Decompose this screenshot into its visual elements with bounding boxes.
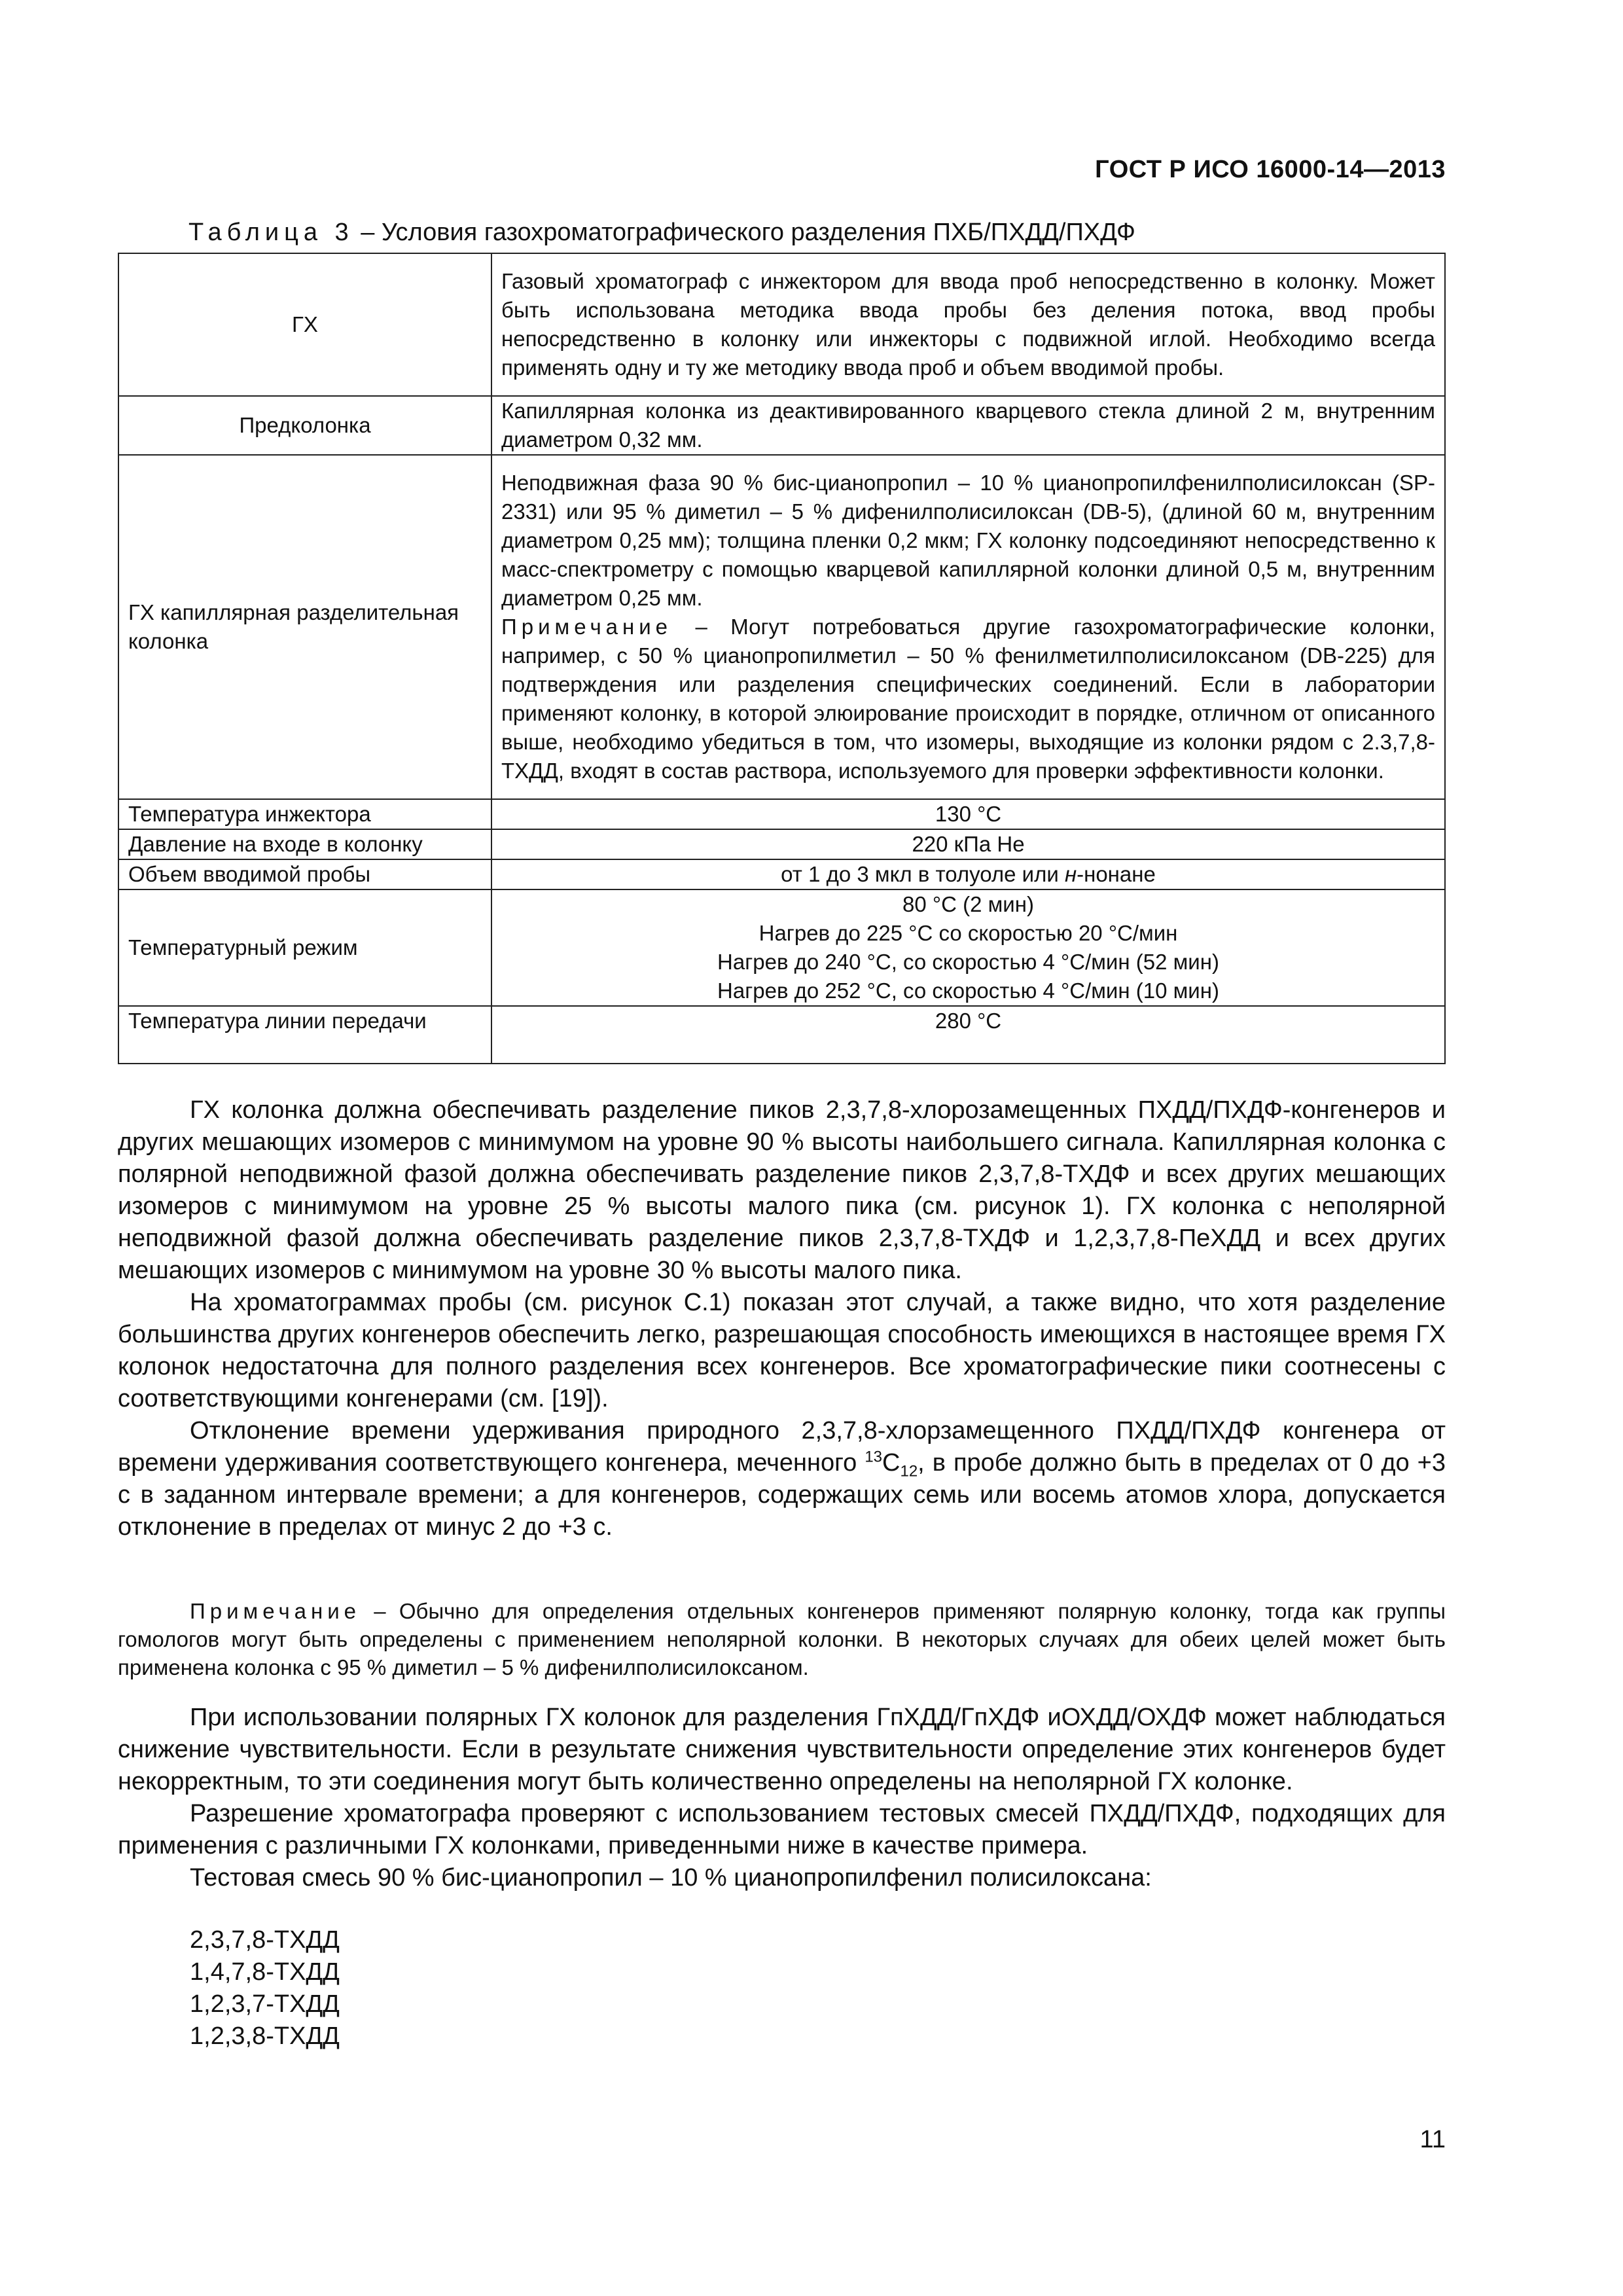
value-cell: Газовый хроматограф с инжектором для ввода проб непосредственно в колонку. Может быть использована методика ввода пробы без деления потока, ввод пробы непосредственно в колонку или инжекторы с подвижной иглой. Необходимо всегда применять одну и ту же методику ввода проб и объем вводимой пробы. [491,253,1445,396]
gc-conditions-table [118,253,1446,1064]
list-item: 1,4,7,8-ТХДД [190,1958,340,1986]
table-row [118,253,1445,396]
column-note [501,613,1435,785]
table-caption [188,219,1135,247]
table-row [118,889,1445,1006]
table-caption-text: – Условия газохроматографического разделения ПХБ/ПХДД/ПХДФ [353,219,1135,246]
temp-program-line: Нагрев до 225 °С со скоростью 20 °С/мин [758,921,1178,945]
paragraph: При использовании полярных ГХ колонок для разделения ГпХДД/ГпХДФ иОХДД/ОХДФ может наблюдаться снижение чувствительности. Если в результате снижения чувствительности определение этих конгенеров будет некорректным, то эти соединения могут быть количественно определены на неполярной ГХ колонке. [118,1704,1446,1795]
isotope-subscript: 12 [900,1462,918,1480]
param-cell: ГХ [118,253,491,396]
note-paragraph [118,1597,1446,1681]
paragraph: ГХ колонка должна обеспечивать разделение пиков 2,3,7,8-хлорозамещенных ПХДД/ПХДФ-конгенеров и других мешающих изомеров с минимумом на уровне 90 % высоты наибольшего сигнала. Капиллярная колонка с полярной неподвижной фазой должна обеспечивать разделение пиков 2,3,7,8-ТХДФ и всех других мешающих изомеров с минимумом на уровне 25 % высоты малого пика (см. рисунок 1). ГХ колонка с неполярной неподвижной фазой должна обеспечивать разделение пиков 2,3,7,8-ТХДФ и 1,2,3,7,8-ПеХДД и всех других мешающих изомеров с минимумом на уровне 30 % высоты малого пика. [118,1096,1446,1284]
value-cell [491,889,1445,1006]
param-cell: Температура инжектора [118,799,491,829]
table-caption-label: Таблица 3 [188,219,354,246]
note-label: Примечание [501,615,673,639]
temp-program-line: 80 °С (2 мин) [902,892,1034,916]
list-item: 1,2,3,7-ТХДД [190,1990,340,2018]
note-text: – Могут потребоваться другие газохроматографические колонки, например, с 50 % цианопропилметил – 50 % фенилметилполисилоксаном (DB-225) для подтверждения или разделения специфических соединений. Если в лаборатории применяют колонку, в которой элюирование происходит в порядке, отличном от описанного выше, необходимо убедиться в том, что изомеры, выходящие из колонки рядом с 2.3,7,8-ТХДД, входят в состав раствора, используемого для проверки эффективности колонки. [501,615,1435,783]
value-part-italic: н [1064,862,1077,886]
value-cell: 280 °С [491,1006,1445,1064]
paragraph-part: , в пробе должно быть в пределах от 0 до +3 с в заданном интервале времени; а для конгенеров, содержащих семь или восемь атомов хлора, допускается отклонение в пределах от минус 2 до +3 с. [118,1449,1446,1541]
paragraph: Тестовая смесь 90 % бис-цианопропил – 10 % цианопропилфенил полисилоксана: [190,1864,1152,1892]
temp-program-line: Нагрев до 240 °С, со скоростью 4 °С/мин (52 мин) [717,950,1219,974]
value-cell [491,455,1445,799]
value-cell: 220 кПа Не [491,829,1445,859]
page-number: 11 [1419,2126,1446,2153]
value-cell: 130 °С [491,799,1445,829]
value-part: от 1 до 3 мкл в толуоле или [781,862,1065,886]
temp-program-line: Нагрев до 252 °С, со скоростью 4 °С/мин (10 мин) [717,978,1219,1003]
paragraph-part: С [882,1449,901,1477]
param-cell: ГХ капиллярная разделительная колонка [118,455,491,799]
table-row [118,396,1445,455]
table-row [118,859,1445,889]
paragraph [118,1415,1446,1543]
body-section-2 [118,1702,1446,1894]
paragraph: Разрешение хроматографа проверяют с использованием тестовых смесей ПХДД/ПХДФ, подходящих для применения с различными ГХ колонками, приведенными ниже в качестве примера. [118,1800,1446,1859]
paragraph-part: Отклонение времени удерживания природного 2,3,7,8-хлорзамещенного ПХДД/ПХДФ конгенера от времени удерживания соответствующего конгенера, меченного [118,1417,1446,1477]
note-label: Примечание [190,1599,361,1623]
table-row [118,829,1445,859]
value-cell: Капиллярная колонка из деактивированного кварцевого стекла длиной 2 м, внутренним диаметром 0,32 мм. [491,396,1445,455]
param-cell: Температурный режим [118,889,491,1006]
isotope-superscript: 13 [865,1448,883,1466]
param-cell: Объем вводимой пробы [118,859,491,889]
param-cell: Давление на входе в колонку [118,829,491,859]
param-cell: Предколонка [118,396,491,455]
note-text: – Обычно для определения отдельных конгенеров применяют полярную колонку, тогда как группы гомологов могут быть определены с применением неполярной колонки. В некоторых случаях для обеих целей может быть применена колонка с 95 % диметил – 5 % дифенилполисилоксаном. [118,1599,1446,1679]
list-item: 2,3,7,8-ТХДД [190,1926,340,1954]
value-part: -нонане [1077,862,1156,886]
standard-header: ГОСТ Р ИСО 16000-14—2013 [1095,156,1446,183]
table-row [118,1006,1445,1064]
table-row [118,799,1445,829]
table-row [118,455,1445,799]
paragraph: На хроматограммах пробы (см. рисунок С.1) показан этот случай, а также видно, что хотя разделение большинства других конгенеров обеспечить легко, разрешающая способность имеющихся в настоящее время ГХ колонок недостаточна для полного разделения всех конгенеров. Все хроматографические пики соотнесены с соответствующими конгенерами (см. [19]). [118,1289,1446,1412]
value-cell [491,859,1445,889]
body-section-1 [118,1094,1446,1543]
param-cell: Температура линии передачи [118,1006,491,1064]
column-description: Неподвижная фаза 90 % бис-цианопропил – 10 % цианопропилфенилполисилоксан (SP-2331) или 95 % диметил – 5 % дифенилполисилоксан (DB-5), (длиной 60 м, внутренним диаметром 0,25 мм); толщина пленки 0,2 мкм; ГХ колонку подсоединяют непосредственно к масс-спектрометру с помощью кварцевой капиллярной колонки длиной 0,5 м, внутренним диаметром 0,25 мм. [501,471,1435,610]
list-item: 1,2,3,8-ТХДД [190,2022,340,2050]
